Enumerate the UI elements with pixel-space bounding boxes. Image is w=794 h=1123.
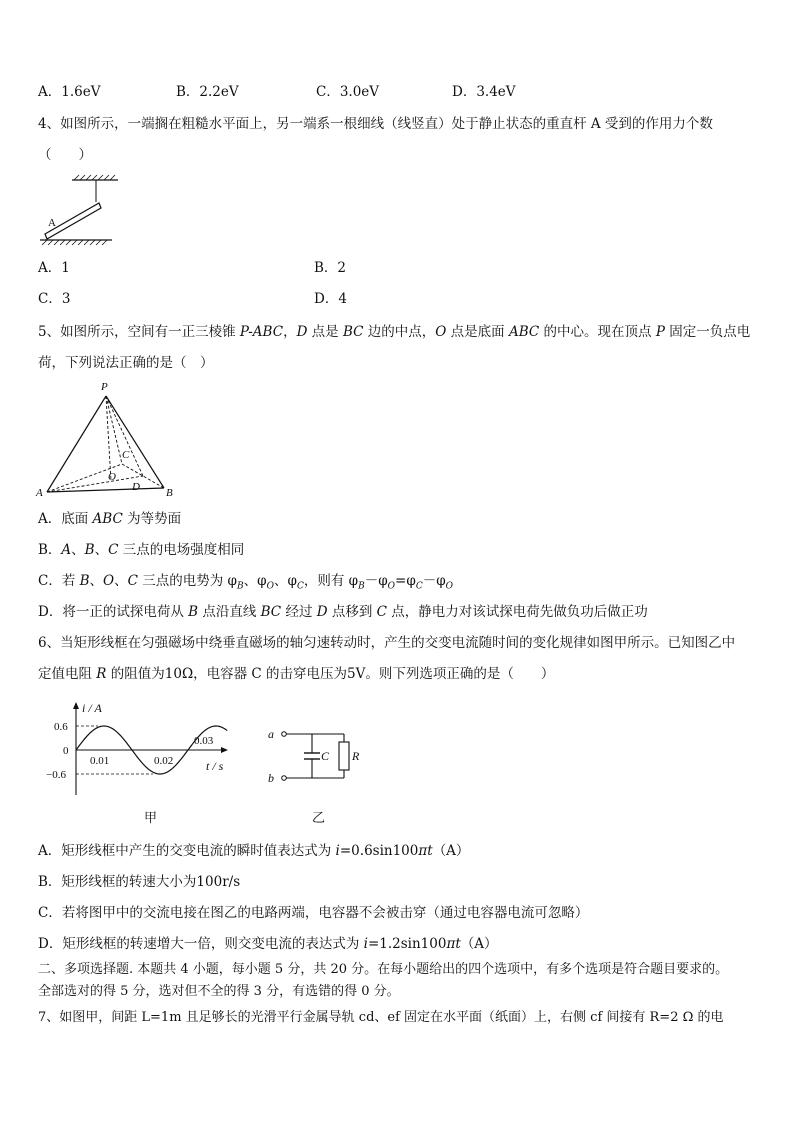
q4-stem: 4、如图所示，一端搁在粗糙水平面上，另一端系一根细线（线竖直）处于静止状态的重直杆 A 受到的作用力个数	[38, 116, 713, 132]
q3-option-b: B．2.2eV	[176, 84, 239, 100]
section2-instructions-line1: 二、多项选择题. 本题共 4 小题，每小题 5 分，共 20 分。在每小题给出的四个选项中，有多个选项是符合题目要求的。	[38, 962, 729, 977]
q4-rod-label: A	[48, 217, 56, 229]
q5-stem-line1: 5、如图所示，空间有一正三棱锥 P-ABC，D 点是 BC 边的中点，O 点是底面 ABC 的中心。现在顶点 P 固定一负点电	[38, 324, 751, 340]
q5-label-a: A	[36, 487, 43, 499]
q6-option-b: B．矩形线框的转速大小为100r/s	[38, 874, 241, 890]
q6-xtick-002: 0.02	[154, 755, 174, 767]
q6-xlabel: t / s	[206, 759, 224, 773]
q4-option-b: B．2	[314, 260, 347, 276]
q5-label-p: P	[101, 381, 108, 393]
q6-ytick-pos: 0.6	[54, 721, 68, 733]
q5-option-a: A．底面 ABC 为等势面	[38, 511, 182, 527]
q5-stem-line2: 荷，下列说法正确的是（ ）	[38, 355, 214, 371]
q5-label-c: C	[122, 449, 130, 461]
q6-option-d: D．矩形线框的转速增大一倍，则交变电流的表达式为 i=1.2sin100πt（A）	[38, 936, 498, 952]
q6-resistor-label: R	[352, 749, 360, 763]
q4-options-row1	[0, 258, 794, 278]
q6-xtick-001: 0.01	[90, 755, 110, 767]
q6-caption-jia: 甲	[144, 810, 158, 825]
q4-option-a: A．1	[38, 260, 70, 276]
q6-capacitor-label: C	[321, 749, 330, 763]
section2-instructions-line2: 全部选对的得 5 分，选对但不全的得 3 分，有选错的得 0 分。	[38, 984, 400, 999]
q3-option-a: A．1.6eV	[38, 84, 101, 100]
q4-option-d: D．4	[314, 291, 347, 307]
q5-label-d: D	[132, 481, 140, 493]
q4-options-row2	[0, 289, 794, 309]
q5-label-b: B	[166, 487, 173, 499]
q3-option-c: C．3.0eV	[316, 84, 380, 100]
q4-option-c: C．3	[38, 291, 71, 307]
q6-terminal-a: a	[268, 727, 274, 741]
q6-current-graph	[38, 700, 238, 830]
q3-options	[0, 82, 794, 102]
q5-option-c: C．若 B、O、C 三点的电势为 $\varphi_B$、$\varphi_O$、$\varphi_C$，则有 $\varphi_B-\varphi_O=\varphi_C-\varphi_O$	[38, 573, 454, 592]
q3-option-d: D．3.4eV	[452, 84, 516, 100]
q6-circuit-diagram	[262, 712, 372, 830]
q6-stem-line1: 6、当矩形线框在匀强磁场中绕垂直磁场的轴匀速转动时，产生的交变电流随时间的变化规律如图甲所示。已知图乙中	[38, 635, 736, 651]
q5-pyramid-figure	[34, 378, 184, 500]
q6-stem-line2: 定值电阻 R 的阻值为10Ω，电容器 C 的击穿电压为5V。则下列选项正确的是（ ）	[38, 666, 555, 682]
q6-ylabel: i / A	[82, 701, 102, 715]
q5-label-o: O	[108, 471, 116, 483]
q6-terminal-b: b	[268, 771, 274, 785]
q6-option-a: A．矩形线框中产生的交变电流的瞬时值表达式为 i=0.6sin100πt（A）	[38, 843, 470, 859]
q6-ytick-zero: 0	[63, 745, 69, 757]
q4-answer-blank: （ ）	[38, 147, 92, 163]
q6-option-c: C．若将图甲中的交流电接在图乙的电路两端，电容器不会被击穿（通过电容器电流可忽略）	[38, 905, 589, 921]
q5-option-d: D．将一正的试探电荷从 B 点沿直线 BC 经过 D 点移到 C 点，静电力对该试探电荷先做负功后做正功	[38, 604, 648, 620]
q6-xtick-003: 0.03	[194, 735, 214, 747]
q6-caption-yi: 乙	[312, 810, 326, 825]
q7-stem-line1: 7、如图甲，间距 L=1m 且足够长的光滑平行金属导轨 cd、ef 固定在水平面（纸面）上，右侧 cf 间接有 R=2 Ω 的电	[38, 1010, 724, 1025]
q5-option-b: B．A、B、C 三点的电场强度相同	[38, 542, 245, 558]
q4-rod-figure	[38, 172, 128, 248]
q6-ytick-neg: −0.6	[46, 769, 66, 781]
